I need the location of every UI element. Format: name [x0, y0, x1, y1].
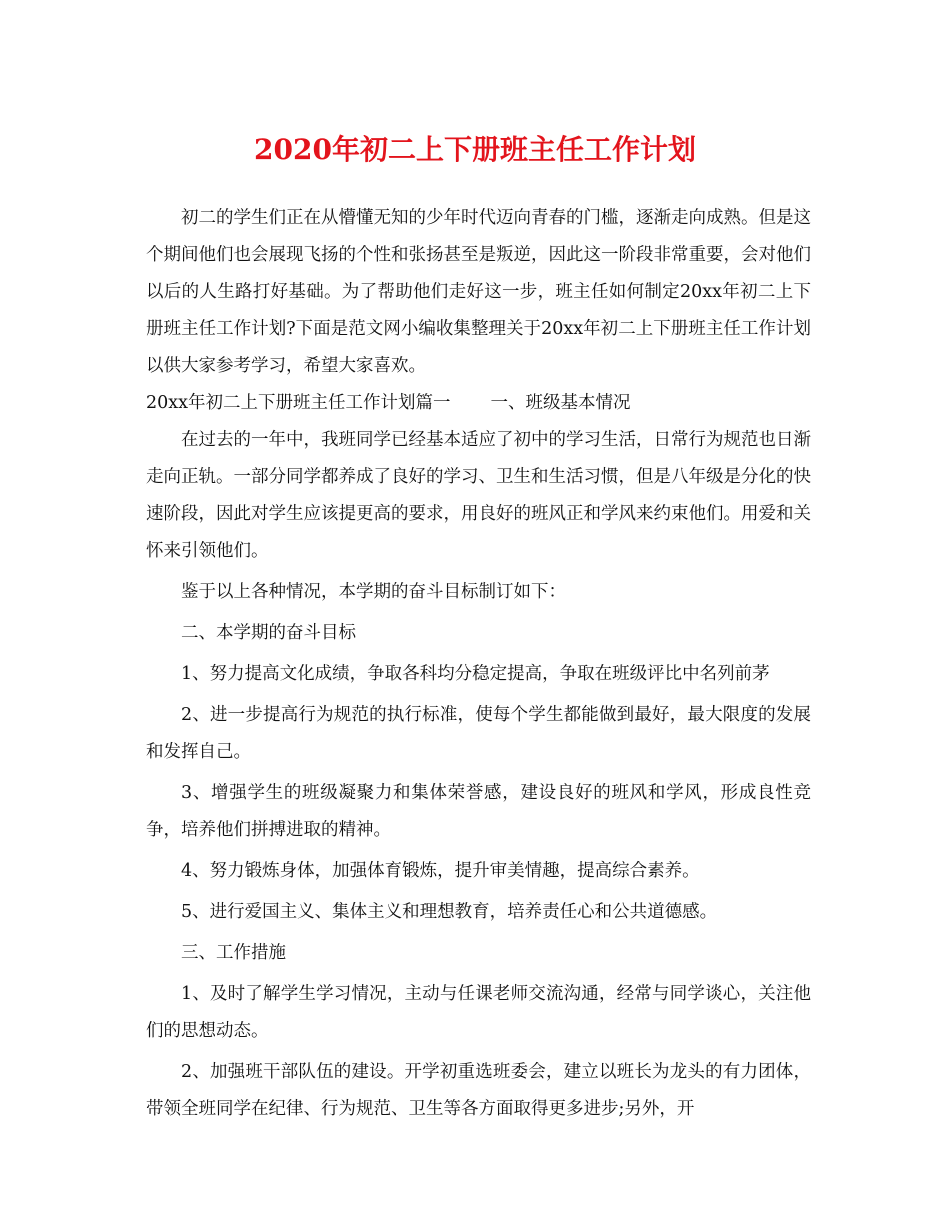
- article-heading-line: [146, 385, 811, 422]
- section1-heading: 一、班级基本情况: [490, 393, 631, 413]
- article-heading: 20xx年初二上下册班主任工作计划篇一: [146, 393, 451, 413]
- measure-item: 1、及时了解学生学习情况，主动与任课老师交流沟通，经常与同学谈心，关注他们的思想动态。: [146, 984, 811, 1041]
- goal-item: 2、进一步提高行为规范的执行标准，使每个学生都能做到最好，最大限度的发展和发挥自己。: [146, 705, 811, 762]
- goal-item: 1、努力提高文化成绩，争取各科均分稳定提高，争取在班级评比中名列前茅: [181, 664, 770, 684]
- section2-heading: 二、本学期的奋斗目标: [181, 623, 356, 643]
- goal-item: 4、努力锻炼身体，加强体育锻炼，提升审美情趣，提高综合素养。: [181, 861, 700, 881]
- section1-conclusion: 鉴于以上各种情况，本学期的奋斗目标制订如下：: [181, 582, 566, 602]
- section1-paragraph: 在过去的一年中，我班同学已经基本适应了初中的学习生活，日常行为规范也日渐走向正轨。一部分同学都养成了良好的学习、卫生和生活习惯，但是八年级是分化的快速阶段，因此对学生应该提更高的要求，用良好的班风正和学风来约束他们。用爱和关怀来引领他们。: [146, 430, 811, 561]
- section3-heading: 三、工作措施: [181, 943, 286, 963]
- intro-paragraph: 初二的学生们正在从懵懂无知的少年时代迈向青春的门槛，逐渐走向成熟。但是这个期间他们也会展现飞扬的个性和张扬甚至是叛逆，因此这一阶段非常重要，会对他们以后的人生路打好基础。为了帮助他们走好这一步，班主任如何制定20xx年初二上下册班主任工作计划?下面是范文网小编收集整理关于20xx年初二上下册班主任工作计划以供大家参考学习，希望大家喜欢。: [146, 208, 811, 376]
- goal-item: 3、增强学生的班级凝聚力和集体荣誉感，建设良好的班风和学风，形成良性竞争，培养他们拼搏进取的精神。: [146, 783, 811, 840]
- measure-item: 2、加强班干部队伍的建设。开学初重选班委会，建立以班长为龙头的有力团体，带领全班同学在纪律、行为规范、卫生等各方面取得更多进步;另外，开: [146, 1062, 811, 1119]
- goal-item: 5、进行爱国主义、集体主义和理想教育，培养责任心和公共道德感。: [181, 902, 718, 922]
- document-body: [146, 200, 811, 1132]
- document-title: 2020年初二上下册班主任工作计划: [254, 133, 696, 166]
